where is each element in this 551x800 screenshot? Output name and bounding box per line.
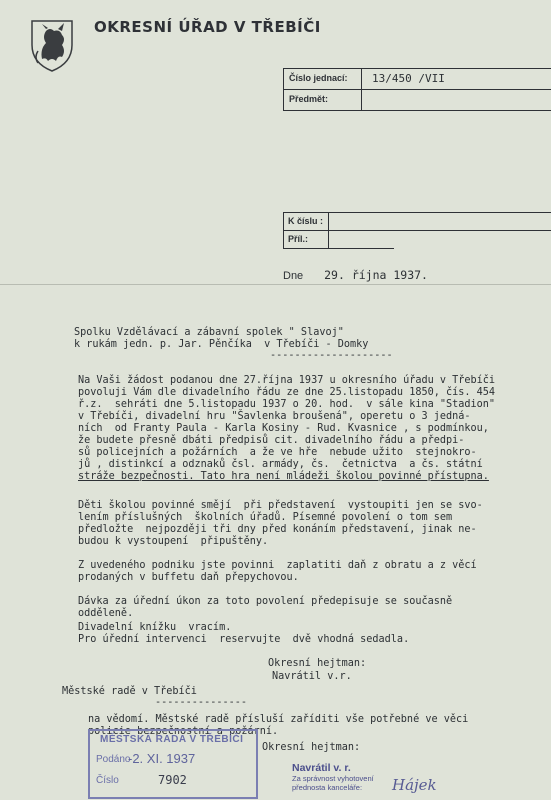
body-p1-line-2: povoluji Vám dle divadelního řádu ze dne 25.listopadu 1850, čís. 454 (78, 387, 496, 398)
k-cislu-extension (393, 212, 551, 231)
stamp-podano-value: -2. XI. 1937 (128, 751, 196, 766)
body-p5-line-1: Divadelní knížku vracím. (78, 622, 232, 633)
copy-text-2: policie bezpečnostní a požární. (88, 726, 279, 737)
ref-value: 13/450 /VII (372, 72, 445, 85)
signature2-title: Okresní hejtman: (262, 742, 361, 753)
copy-recipient: Městské radě v Třebíči (62, 686, 197, 697)
addressee-underline: -------------------- (270, 350, 393, 361)
date-line (283, 268, 428, 282)
body-p3-line-2: prodaných v buffetu daň přepychovou. (78, 572, 299, 583)
k-cislu-label: K číslu : (288, 216, 324, 226)
body-p2-line-3: předložte nejpozději tři dny před konáním představení, jinak ne- (78, 524, 477, 535)
reference-box (283, 68, 551, 111)
signature2-sub2: přednosta kanceláře: (292, 783, 363, 792)
stamp-cislo-label: Číslo (96, 775, 119, 786)
body-p1-line-8: jů , distinkcí a odznaků čsl. armády, čs. četnictva a čs. státní (78, 459, 483, 470)
stamp-podano-label: Podáno (96, 754, 131, 765)
body-p1-line-9: stráže bezpečnosti. Tato hra není mládeži školou povinné přístupna. (78, 471, 489, 482)
body-p1-line-1: Na Vaši žádost podanou dne 27.října 1937 u okresního úřadu v Třebíči (78, 375, 496, 386)
registry-stamp (88, 729, 258, 799)
signature2-stamp (292, 762, 374, 792)
office-title: OKRESNÍ ÚŘAD V TŘEBÍČI (94, 18, 321, 36)
body-p2-line-4: budou k vystoupení připuštěny. (78, 536, 269, 547)
signature2-name: Navrátil v. r. (292, 762, 351, 774)
body-p2-line-1: Děti školou povinné smějí při představení vystoupiti jen se svo- (78, 500, 483, 511)
copy-text-1: na vědomí. Městské radě přísluší zaříditi vše potřebné ve věci (88, 714, 469, 725)
stamp-cislo-value: 7902 (158, 773, 187, 787)
signature2-sub1: Za správnost vyhotovení (292, 774, 374, 783)
body-p4-line-2: odděleně. (78, 608, 134, 619)
body-p1-line-7: sů policejních a požárních a že ve hře nebude užito stejnokro- (78, 447, 477, 458)
handwritten-signature: Hájek (392, 776, 437, 794)
signature1-name: Navrátil v.r. (272, 671, 352, 682)
ref-label: Číslo jednací: (289, 73, 348, 83)
body-p5-line-2: Pro úřední intervenci reservujte dvě vhodná sedadla. (78, 634, 410, 645)
k-cislu-box (283, 212, 394, 249)
body-p4-line-1: Dávka za úřední úkon za toto povolení předepisuje se současně (78, 596, 453, 607)
date-label: Dne (283, 270, 304, 282)
signature1-title: Okresní hejtman: (268, 658, 367, 669)
pril-label: Příl.: (288, 234, 309, 244)
body-p2-line-2: lením příslušných školních úřadů. Písemné povolení o tom sem (78, 512, 453, 523)
addressee-line-1: Spolku Vzdělávací a zábavní spolek " Slavoj" (74, 327, 344, 338)
copy-underline: --------------- (155, 697, 248, 708)
stamp-title: MĚSTSKÁ RADA V TŘEBÍČI (100, 734, 244, 745)
body-p1-line-3: ř.z. sehráti dne 5.listopadu 1937 o 20. hod. v sále kina "Stadion" (78, 399, 496, 410)
body-p1-line-5: ních od Franty Paula - Karla Kosiny - Rud. Kvasnice , s podmínkou, (78, 423, 489, 434)
date-value: 29. října 1937. (324, 268, 428, 282)
body-p1-line-6: že budete přesně dbáti předpisů cit. divadelního řádu a předpi- (78, 435, 465, 446)
body-p1-line-4: v Třebíči, divadelní hru "Šavlenka broušená", operetu o 3 jedná- (78, 411, 471, 422)
subject-label: Předmět: (289, 94, 329, 104)
body-p3-line-1: Z uvedeného podniku jste povinni zaplatiti daň z obratu a z věcí (78, 560, 477, 571)
paper-fold (0, 284, 551, 285)
addressee-line-2: k rukám jedn. p. Jar. Pěnčíka v Třebíči - Domky (74, 339, 369, 350)
lion-crest-icon (24, 15, 80, 73)
